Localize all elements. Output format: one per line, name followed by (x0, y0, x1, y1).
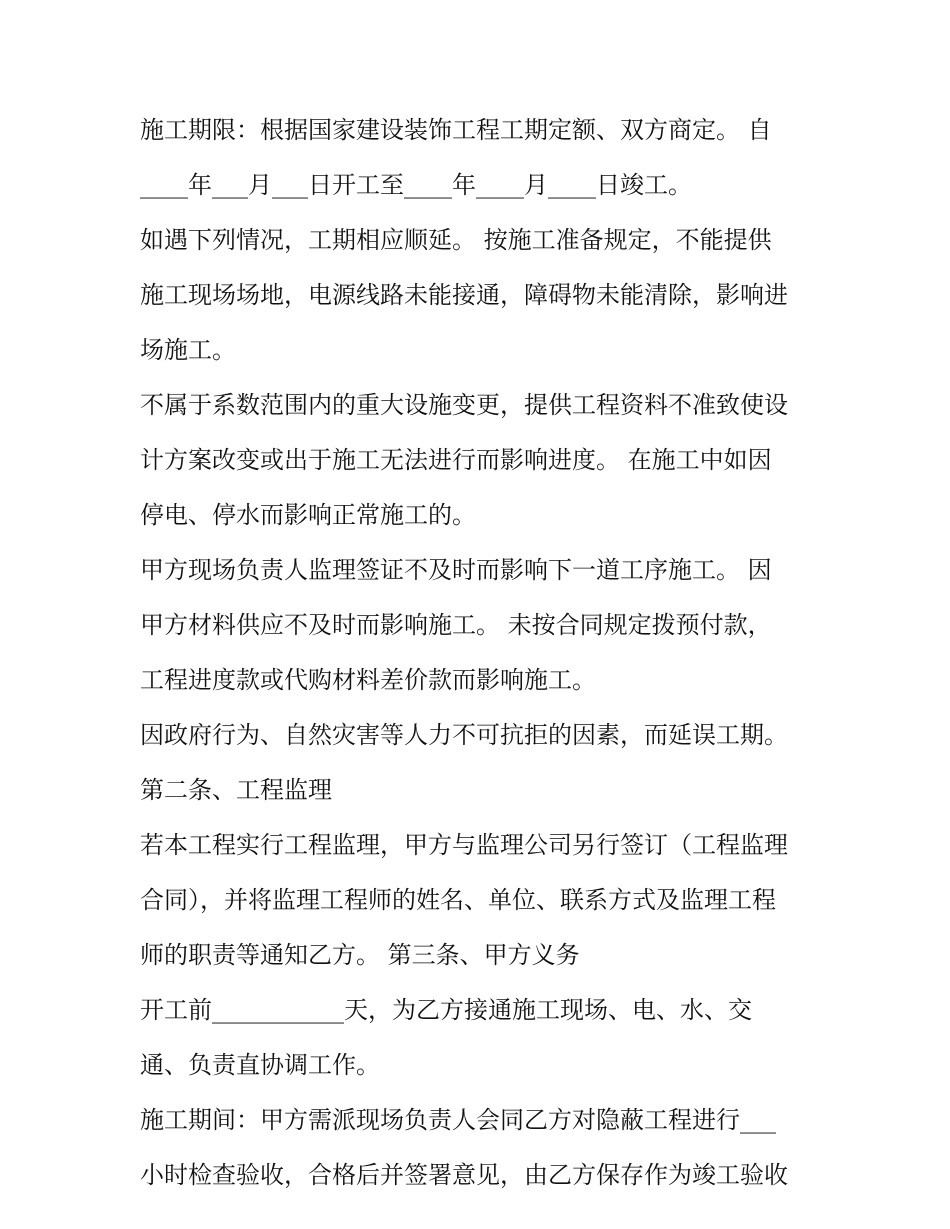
text-line: 若本工程实行工程监理，甲方与监理公司另行签订（工程监理 (140, 831, 788, 859)
text-line: 甲方材料供应不及时而影响施工。 未按合同规定拨预付款， (140, 611, 772, 639)
text-line: 师的职责等通知乙方。 第三条、甲方义务 (140, 941, 580, 969)
text-line: 施工期限：根据国家建设装饰工程工期定额、双方商定。 自 (140, 116, 772, 144)
text-line: 如遇下列情况，工期相应顺延。 按施工准备规定，不能提供 (140, 226, 772, 254)
text-line: 开工前___________天，为乙方接通施工现场、电、水、交 (140, 996, 752, 1024)
text-line: 施工期间：甲方需派现场负责人会同乙方对隐蔽工程进行___ (140, 1106, 776, 1134)
section-heading: 第二条、工程监理 (140, 776, 332, 804)
text-line: 甲方现场负责人监理签证不及时而影响下一道工序施工。 因 (140, 556, 772, 584)
text-line: 通、负责直协调工作。 (140, 1051, 380, 1079)
text-line: 工程进度款或代购材料差价款而影响施工。 (140, 666, 596, 694)
text-line: 施工现场场地，电源线路未能接通，障碍物未能清除，影响进 (140, 281, 788, 309)
text-line: 计方案改变或出于施工无法进行而影响进度。 在施工中如因 (140, 446, 772, 474)
text-line: 停电、停水而影响正常施工的。 (140, 501, 476, 529)
text-line: ____年___月___日开工至____年____月____日竣工。 (140, 171, 692, 199)
text-line: 不属于系数范围内的重大设施变更，提供工程资料不准致使设 (140, 391, 788, 419)
text-line: 因政府行为、自然灾害等人力不可抗拒的因素，而延误工期。 (140, 721, 788, 749)
text-line: 小时检查验收，合格后并签署意见，由乙方保存作为竣工验收 (140, 1161, 788, 1189)
text-line: 场施工。 (140, 336, 236, 364)
text-line: 合同），并将监理工程师的姓名、单位、联系方式及监理工程 (140, 886, 776, 914)
document-body (140, 103, 830, 1203)
